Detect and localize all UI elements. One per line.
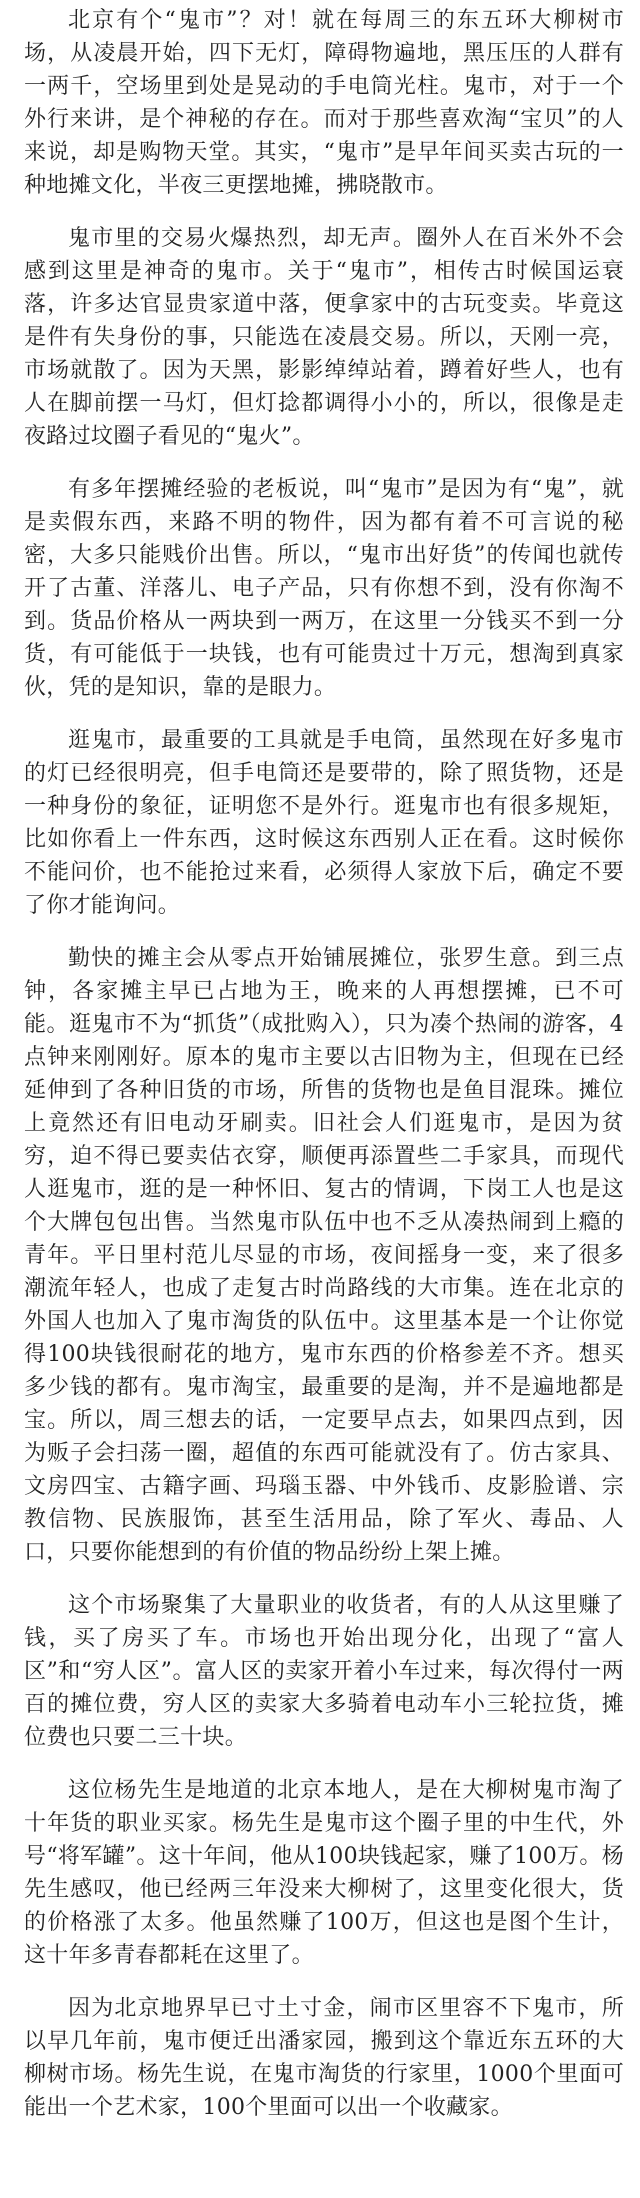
paragraph-origin: 鬼市里的交易火爆热烈，却无声。圈外人在百米外不会感到这里是神奇的鬼市。关于“鬼市”，相传古时候国运衰落，许多达官显贵家道中落，便拿家中的古玩变卖。毕竟这是件有失身份的事，只能选在凌晨交易。所以，天刚一亮，市场就散了。因为天黑，影影绰绰站着，蹲着好些人，也有人在脚前摆一马灯，但灯捻都调得小小的，所以，很像是走夜路过坟圈子看见的“鬼火”。 bbox=[24, 226, 624, 449]
article-body bbox=[24, 4, 624, 2124]
paragraph-flashlight-rules: 逛鬼市，最重要的工具就是手电筒，虽然现在好多鬼市的灯已经很明亮，但手电筒还是要带的，除了照货物，还是一种身份的象征，证明您不是外行。逛鬼市也有很多规矩，比如你看上一件东西，这时候这东西别人正在看。这时候你不能问价，也不能抢过来看，必须得人家放下后，确定不要了你才能询问。 bbox=[24, 728, 624, 918]
paragraph-mr-yang: 这位杨先生是地道的北京本地人，是在大柳树鬼市淘了十年货的职业买家。杨先生是鬼市这个圈子里的中生代，外号“将军罐”。这十年间，他从100块钱起家，赚了100万。杨先生感叹，他已经两三年没来大柳树了，这里变化很大，货的价格涨了太多。他虽然赚了100万，但这也是图个生计，这十年多青春都耗在这里了。 bbox=[24, 1778, 624, 1968]
paragraph-market-description: 勤快的摊主会从零点开始铺展摊位，张罗生意。到三点钟，各家摊主早已占地为王，晚来的人再想摆摊，已不可能。逛鬼市不为“抓货”（成批购入），只为凑个热闹的游客，4点钟来刚刚好。原本的鬼市主要以古旧物为主，但现在已经延伸到了各种旧货的市场，所售的货物也是鱼目混珠。摊位上竟然还有旧电动牙刷卖。旧社会人们逛鬼市，是因为贫穷，迫不得已要卖估衣穿，顺便再添置些二手家具，而现代人逛鬼市，逛的是一种怀旧、复古的情调，下岗工人也是这个大牌包包出售。当然鬼市队伍中也不乏从凑热闹到上瘾的青年。平日里村范儿尽显的市场，夜间摇身一变，来了很多潮流年轻人，也成了走复古时尚路线的大市集。连在北京的外国人也加入了鬼市淘货的队伍中。这里基本是一个让你觉得100块钱很耐花的地方，鬼市东西的价格参差不齐。想买多少钱的都有。鬼市淘宝，最重要的是淘，并不是遍地都是宝。所以，周三想去的话，一定要早点去，如果四点到，因为贩子会扫荡一圈，超值的东西可能就没有了。仿古家具、文房四宝、古籍字画、玛瑙玉器、中外钱币、皮影脸谱、宗教信物、民族服饰，甚至生活用品，除了军火、毒品、人口，只要你能想到的有价值的物品纷纷上架上摊。 bbox=[24, 946, 624, 1565]
paragraph-rich-poor-areas: 这个市场聚集了大量职业的收货者，有的人从这里赚了钱，买了房买了车。市场也开始出现分化，出现了“富人区”和“穷人区”。富人区的卖家开着小车过来，每次得付一两百的摊位费，穷人区的卖家大多骑着电动车小三轮拉货，摊位费也只要二三十块。 bbox=[24, 1593, 624, 1750]
paragraph-vendor-explanation: 有多年摆摊经验的老板说，叫“鬼市”是因为有“鬼”，就是卖假东西，来路不明的物件，因为都有着不可言说的秘密，大多只能贱价出售。所以，“鬼市出好货”的传闻也就传开了古董、洋落儿、电子产品，只有你想不到，没有你淘不到。货品价格从一两块到一两万，在这里一分钱买不到一分货，有可能低于一块钱，也有可能贵过十万元，想淘到真家伙，凭的是知识，靠的是眼力。 bbox=[24, 477, 624, 700]
paragraph-relocation: 因为北京地界早已寸土寸金，闹市区里容不下鬼市，所以早几年前，鬼市便迁出潘家园，搬到这个靠近东五环的大柳树市场。杨先生说，在鬼市淘货的行家里，1000个里面可能出一个艺术家，100个里面可以出一个收藏家。 bbox=[24, 1996, 624, 2120]
paragraph-intro: 北京有个“鬼市”？对！就在每周三的东五环大柳树市场，从凌晨开始，四下无灯，障碍物遍地，黑压压的人群有一两千，空场里到处是晃动的手电筒光柱。鬼市，对于一个外行来讲，是个神秘的存在。而对于那些喜欢淘“宝贝”的人来说，却是购物天堂。其实，“鬼市”是早年间买卖古玩的一种地摊文化，半夜三更摆地摊，拂晓散市。 bbox=[24, 8, 624, 198]
